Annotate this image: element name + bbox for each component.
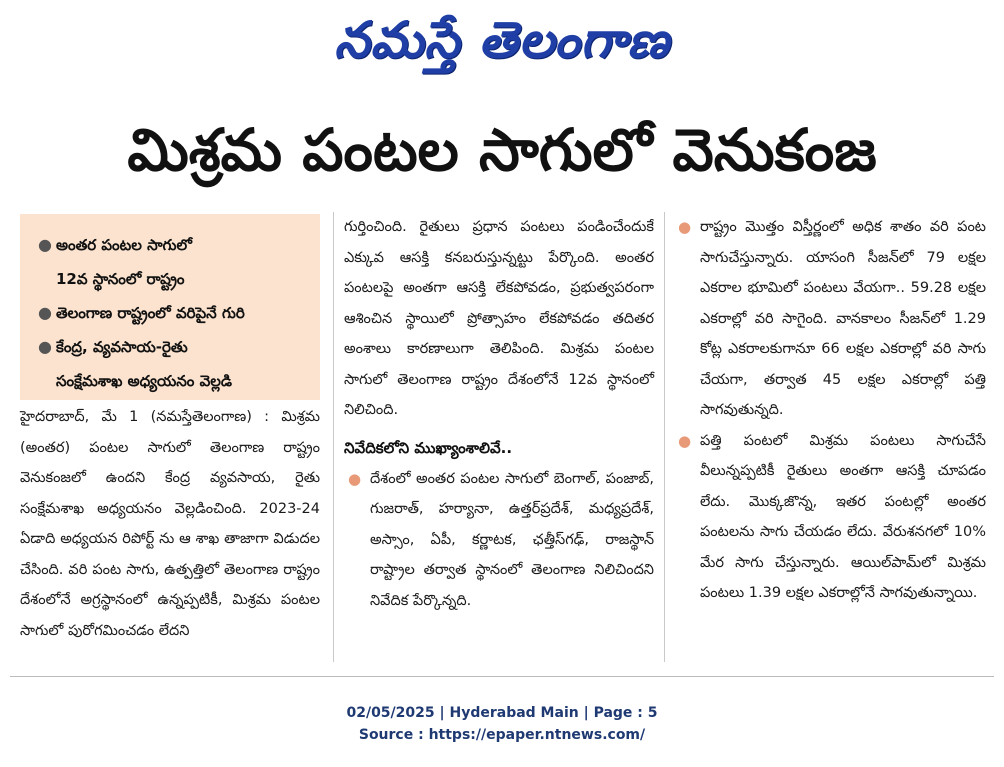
highlight-item: సంక్షేమశాఖ అధ్యయనం వెల్లడి bbox=[56, 372, 233, 390]
article-column-3 bbox=[674, 212, 986, 609]
body-paragraph: హైదరాబాద్, మే 1 (నమస్తేతెలంగాణ) : మిశ్రమ (అంతర) పంటల సాగులో తెలంగాణ రాష్ట్రం వెనుకంజలో ఉందని కేంద్ర వ్యవసాయ, రైతు సంక్షేమశాఖ అధ్యయనం వెల్లడించింది. 2023-24 ఏడాది అధ్యయన రిపోర్ట్ ను ఆ శాఖ తాజాగా విడుదల చేసింది. వరి పంట సాగు, ఉత్పత్తిలో తెలంగాణ రాష్ట్రం దేశంలోనే అగ్రస్థానంలో ఉన్నప్పటికీ, మిశ్రమ పంటల సాగులో పురోగమించడం లేదని bbox=[20, 409, 320, 639]
bullet-icon: ● bbox=[38, 235, 52, 254]
column-divider bbox=[333, 212, 334, 662]
highlight-item: ● కేంద్ర, వ్యవసాయ-రైతు bbox=[36, 330, 312, 364]
key-point: ● దేశంలో అంతర పంటల సాగులో బెంగాల్, పంజాబ్, గుజరాత్, హర్యానా, ఉత్తర్‌ప్రదేశ్, మధ్యప్రదేశ్, అస్సాం, ఏపీ, కర్ణాటక, ఛత్తీస్‌గఢ్, రాజస్థాన్ రాష్ట్రాల తర్వాత స్థానంలో తెలంగాణ నిలిచిందని నివేదిక పేర్కొన్నది. bbox=[344, 464, 654, 617]
highlights-box bbox=[20, 214, 320, 400]
key-point: ● పత్తి పంటలో మిశ్రమ పంటలు సాగుచేసే వీలున్నప్పటికీ రైతులు అంతగా ఆసక్తి చూపడం లేదు. మొక్కజొన్న, ఇతర పంటల్లో అంతర పంటలను సాగు చేయడం లేదు. వేరుశనగలో 10% మేర సాగు చేస్తున్నారు. ఆయిల్‌పామ్‌లో మిశ్రమ పంటలు 1.39 లక్షల ఎకరాల్లోనే సాగవుతున్నాయి. bbox=[674, 426, 986, 609]
footer-date-edition: 02/05/2025 | Hyderabad Main | Page : 5 bbox=[346, 705, 658, 721]
subheading: నివేదికలోని ముఖ్యాంశాలివే.. bbox=[344, 438, 513, 457]
bullet-icon: ● bbox=[38, 337, 52, 356]
article-column-1 bbox=[20, 402, 320, 646]
highlights-list bbox=[20, 214, 320, 398]
masthead-logo: నమస్తే తెలంగాణ bbox=[334, 11, 670, 69]
bullet-icon: ● bbox=[678, 218, 692, 236]
bullet-icon: ● bbox=[678, 431, 692, 450]
bullet-icon: ● bbox=[38, 303, 52, 322]
body-paragraph: గుర్తించింది. రైతులు ప్రధాన పంటలు పండించేందుకే ఎక్కువ ఆసక్తి కనబరుస్తున్నట్టు పేర్కొంది. అంతర పంటలపై అంతగా ఆసక్తి లేకపోవడం, ప్రభుత్వపరంగా ఆశించిన స్థాయిలో ప్రోత్సాహం లేకపోవడం తదితర అంశాలు కారణాలుగా తెలిపింది. మిశ్రమ పంటల సాగులో తెలంగాణ రాష్ట్రం దేశంలోనే 12వ స్థానంలో నిలిచింది. bbox=[344, 219, 654, 418]
article-column-2 bbox=[344, 212, 654, 616]
column-divider bbox=[664, 212, 665, 662]
footer-divider bbox=[10, 676, 994, 677]
highlight-item: 12వ స్థానంలో రాష్ట్రం bbox=[56, 270, 185, 288]
bullet-icon: ● bbox=[348, 469, 362, 488]
key-point: ● రాష్ట్రం మొత్తం విస్తీర్ణంలో అధిక శాతం వరి పంట సాగుచేస్తున్నారు. యాసంగి సీజన్‌లో 79 లక్షల ఎకరాల భూమిలో పంటలు వేయగా.. 59.28 లక్షల ఎకరాల్లో వరి సాగైంది. వానకాలం సీజన్‌లో 1.29 కోట్ల ఎకరాలకుగానూ 66 లక్షల ఎకరాల్లో వరి సాగు చేయగా, తర్వాత 45 లక్షల ఎకరాల్లో పత్తి సాగవుతున్నది. bbox=[674, 212, 986, 426]
article-headline: మిశ్రమ పంటల సాగులో వెనుకంజ bbox=[127, 116, 877, 184]
highlight-item: ● అంతర పంటల సాగులో bbox=[36, 228, 312, 262]
footer-source: Source : https://epaper.ntnews.com/ bbox=[358, 727, 646, 743]
highlight-item: ● తెలంగాణ రాష్ట్రంలో వరిపైనే గురి bbox=[36, 296, 312, 330]
footer bbox=[0, 702, 1004, 746]
